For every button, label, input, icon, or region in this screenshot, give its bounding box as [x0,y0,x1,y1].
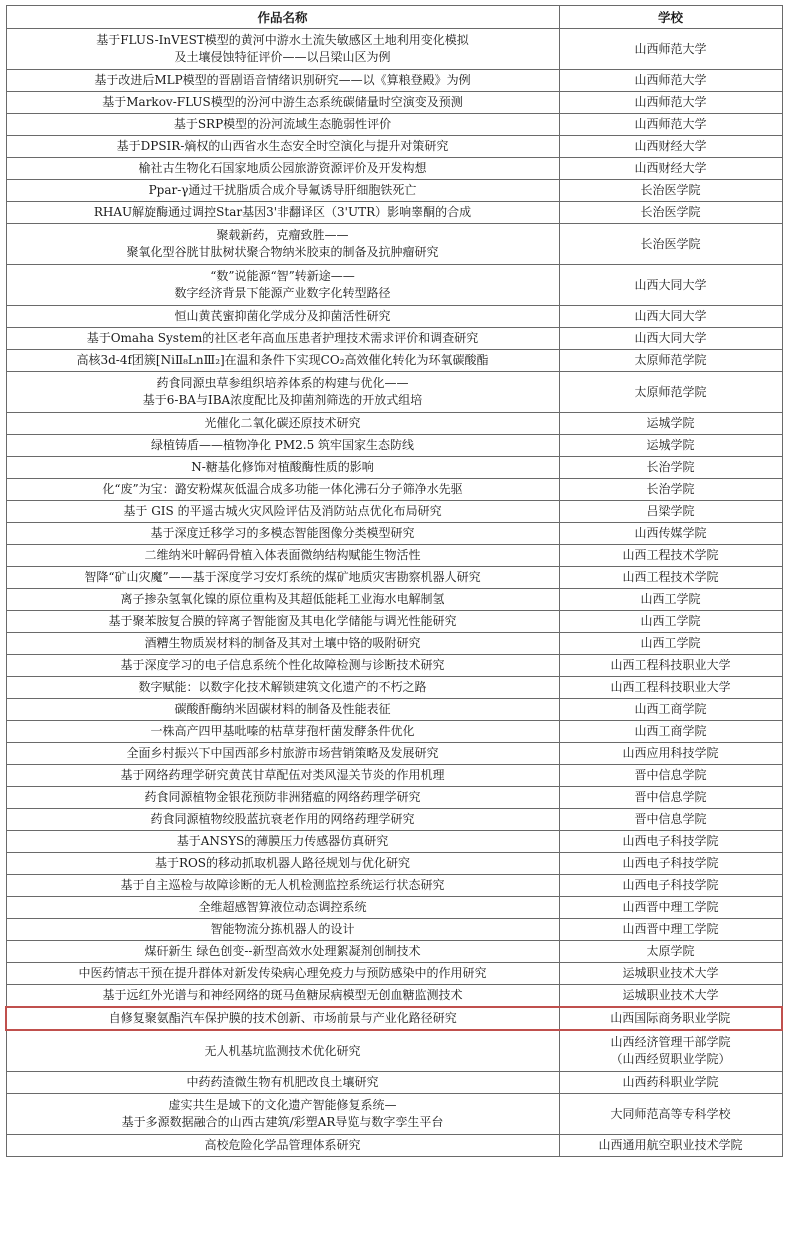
school-text: 太原师范学院 [634,384,707,399]
school-cell [559,350,782,372]
table-row [6,611,782,633]
table-row [6,158,782,180]
school-text: 大同师范高等专科学校 [610,1106,731,1121]
table-row [6,589,782,611]
work-name-text: 基于 GIS 的平遥古城火灾风险评估及消防站点优化布局研究 [123,504,442,518]
school-cell [559,29,782,70]
school-cell [559,372,782,413]
work-name-text: 药食同源虫草参组织培养体系的构建与优化—— [156,376,409,390]
work-name-text: 基于改进后MLP模型的晋剧语音情绪识别研究——以《算粮登殿》为例 [94,73,471,87]
school-text: 山西工商学院 [634,702,707,716]
table-row [6,1094,782,1135]
table-row [6,92,782,114]
school-cell [559,435,782,457]
school-text: 山西师范大学 [634,73,707,87]
work-name-text: 高核3d-4f团簇[NiⅡ₈LnⅢ₂]在温和条件下实现CO₂高效催化转化为环氧碳酸酯 [76,353,489,367]
school-cell [559,963,782,985]
work-name-text: 煤矸新生 绿色创变--新型高效水处理絮凝剂创制技术 [144,944,421,958]
work-name-cell [6,721,559,743]
table-row [6,435,782,457]
table-row [6,655,782,677]
work-name-text: 基于网络药理学研究黄芪甘草配伍对类风湿关节炎的作用机理 [120,768,445,782]
work-name-cell [6,831,559,853]
school-cell [559,501,782,523]
work-name-text: 基于FLUS-InVEST模型的黄河中游水土流失敏感区土地利用变化模拟 [96,33,469,47]
work-name-text: 智降“矿山灾魔”——基于深度学习安灯系统的煤矿地质灾害勘察机器人研究 [84,570,481,584]
work-name-text: RHAU解旋酶通过调控Star基因3'非翻译区（3'UTR）影响睾酮的合成 [93,205,472,219]
work-name-cell [6,1007,559,1030]
table-row [6,545,782,567]
work-name-cell [6,202,559,224]
school-text: 山西财经大学 [634,161,707,175]
school-text: 山西大同大学 [634,277,707,292]
school-cell [559,787,782,809]
table-row [6,787,782,809]
table-row [6,306,782,328]
school-cell [559,1094,782,1135]
school-text: 山西电子科技学院 [622,856,719,870]
school-text: 运城学院 [646,416,695,430]
table-row [6,457,782,479]
table-row [6,70,782,92]
work-name-text: 数字赋能：以数字化技术解锁建筑文化遗产的不朽之路 [138,680,427,694]
work-name-cell [6,809,559,831]
work-name-text: 基于远红外光谱与和神经网络的斑马鱼糖尿病模型无创血糖监测技术 [102,988,463,1002]
table-row [6,479,782,501]
work-name-cell [6,1030,559,1072]
column-header-school: 学校 [559,6,782,29]
work-name-cell [6,941,559,963]
school-text: （山西经贸职业学院） [610,1052,731,1066]
school-cell [559,114,782,136]
work-name-text: 基于6-BA与IBA浓度配比及抑菌剂筛选的开放式组培 [142,393,423,407]
work-name-cell [6,567,559,589]
school-text: 山西工程科技职业大学 [610,658,731,672]
work-name-cell [6,985,559,1008]
school-cell [559,875,782,897]
school-cell [559,633,782,655]
work-name-text: 药食同源植物金银花预防非洲猪瘟的网络药理学研究 [144,790,421,804]
work-name-cell [6,523,559,545]
work-name-text: 基于聚苯胺复合膜的锌离子智能窗及其电化学储能与调光性能研究 [108,614,457,628]
work-name-text: 聚载新药，克瘤致胜—— [216,228,349,242]
table-row [6,699,782,721]
school-cell [559,1072,782,1094]
table-row [6,743,782,765]
table-row [6,114,782,136]
work-name-text: Ppar-γ通过干扰脂质合成介导氟诱导肝细胞铁死亡 [148,183,417,197]
work-name-text: 基于ANSYS的薄膜压力传感器仿真研究 [176,834,389,848]
school-cell [559,158,782,180]
school-cell [559,180,782,202]
school-cell [559,136,782,158]
work-name-cell [6,897,559,919]
school-cell [559,809,782,831]
work-name-text: 基于多源数据融合的山西古建筑/彩塑AR导览与数字孪生平台 [121,1115,444,1129]
work-name-text: 全维超感智算液位动态调控系统 [198,900,367,914]
work-name-cell [6,70,559,92]
school-cell [559,457,782,479]
school-text: 山西工学院 [640,636,701,650]
work-name-text: 恒山黄芪蜜抑菌化学成分及抑菌活性研究 [174,309,391,323]
table-row [6,224,782,265]
work-name-cell [6,963,559,985]
work-name-cell [6,589,559,611]
work-name-cell [6,655,559,677]
table-row [6,721,782,743]
school-cell [559,479,782,501]
work-name-cell [6,677,559,699]
work-name-text: 绿植铸盾——植物净化 PM2.5 筑牢国家生态防线 [150,438,415,452]
table-row [6,985,782,1008]
work-name-cell [6,114,559,136]
work-name-cell [6,224,559,265]
table-row [6,29,782,70]
work-name-cell [6,853,559,875]
work-name-text: 基于ROS的移动抓取机器人路径规划与优化研究 [154,856,411,870]
school-text: 山西国际商务职业学院 [610,1011,731,1025]
work-name-text: 聚氧化型谷胱甘肽树状聚合物纳米胶束的制备及抗肿瘤研究 [126,245,439,259]
school-cell [559,831,782,853]
work-name-cell [6,158,559,180]
work-name-cell [6,180,559,202]
school-text: 太原师范学院 [634,353,707,367]
school-text: 山西工学院 [640,592,701,606]
school-cell [559,92,782,114]
work-name-cell [6,787,559,809]
work-name-text: 自修复聚氨酯汽车保护膜的技术创新、市场前景与产业化路径研究 [108,1011,457,1025]
school-text: 运城职业技术大学 [622,966,719,980]
work-name-text: 及土壤侵蚀特征评价——以吕梁山区为例 [174,50,391,64]
school-text: 山西师范大学 [634,95,707,109]
work-name-cell [6,479,559,501]
work-name-text: 智能物流分拣机器人的设计 [210,922,355,936]
school-text: 山西工程技术学院 [622,548,719,562]
school-text: 山西电子科技学院 [622,834,719,848]
table-row [6,963,782,985]
table-row [6,875,782,897]
school-text: 晋中信息学院 [634,790,707,804]
school-cell [559,1135,782,1157]
table-row [6,809,782,831]
school-text: 山西晋中理工学院 [622,900,719,914]
school-cell [559,941,782,963]
work-name-text: 数字经济背景下能源产业数字化转型路径 [174,286,391,300]
school-text: 山西经济管理干部学院 [610,1035,731,1049]
work-name-cell [6,501,559,523]
work-name-text: “数”说能源“智”转新途—— [210,269,355,283]
work-name-cell [6,350,559,372]
school-text: 山西应用科技学院 [622,746,719,760]
school-text: 太原学院 [646,944,695,958]
column-header-work-name: 作品名称 [6,6,559,29]
table-row [6,1072,782,1094]
table-row [6,633,782,655]
work-name-text: N-糖基化修饰对植酸酶性质的影响 [191,460,374,474]
work-name-text: 基于Markov-FLUS模型的汾河中游生态系统碳储量时空演变及预测 [102,95,463,109]
work-name-cell [6,29,559,70]
work-name-text: 光催化二氧化碳还原技术研究 [204,416,361,430]
work-name-cell [6,1072,559,1094]
table-row [6,853,782,875]
table-row [6,1030,782,1072]
school-text: 山西工程科技职业大学 [610,680,731,694]
work-name-cell [6,328,559,350]
school-text: 长治医学院 [640,205,701,219]
table-row [6,567,782,589]
work-name-cell [6,765,559,787]
table-row [6,413,782,435]
work-name-text: 无人机基坑监测技术优化研究 [204,1043,361,1058]
school-text: 山西大同大学 [634,331,707,345]
school-text: 晋中信息学院 [634,768,707,782]
table-row [6,180,782,202]
school-text: 长治学院 [646,460,695,474]
work-name-text: 碳酸酐酶纳米固碳材料的制备及性能表征 [174,702,391,716]
school-text: 运城职业技术大学 [622,988,719,1002]
school-cell [559,897,782,919]
work-name-cell [6,875,559,897]
table-row [6,941,782,963]
table-header-row [6,6,782,29]
school-text: 山西大同大学 [634,309,707,323]
school-cell [559,919,782,941]
school-cell [559,1007,782,1030]
school-text: 运城学院 [646,438,695,452]
table-row [6,677,782,699]
work-name-text: 基于深度学习的电子信息系统个性化故障检测与诊断技术研究 [120,658,445,672]
work-name-cell [6,306,559,328]
school-text: 山西通用航空职业技术学院 [598,1138,743,1152]
table-row [6,919,782,941]
school-cell [559,721,782,743]
work-name-text: 离子掺杂氢氧化镍的原位重构及其超低能耗工业海水电解制氢 [120,592,445,606]
school-text: 晋中信息学院 [634,812,707,826]
work-name-cell [6,372,559,413]
school-text: 吕梁学院 [646,504,695,518]
school-cell [559,224,782,265]
work-name-cell [6,265,559,306]
school-text: 山西工商学院 [634,724,707,738]
school-cell [559,611,782,633]
school-cell [559,413,782,435]
work-name-text: 虚实共生是域下的文化遗产智能修复系统— [168,1098,397,1112]
school-cell [559,589,782,611]
work-name-cell [6,1094,559,1135]
table-row [6,265,782,306]
school-cell [559,1030,782,1072]
school-cell [559,202,782,224]
work-name-cell [6,457,559,479]
school-text: 长治医学院 [640,236,701,251]
work-name-text: 基于Omaha System的社区老年高血压患者护理技术需求评价和调查研究 [86,331,479,345]
work-name-text: 二维纳米叶解码骨植入体表面微纳结构赋能生物活性 [144,548,421,562]
work-name-text: 化“废”为宝：潞安粉煤灰低温合成多功能一体化沸石分子筛净水先驱 [102,482,463,496]
table-row [6,328,782,350]
school-text: 山西财经大学 [634,139,707,153]
work-name-cell [6,743,559,765]
work-name-text: 榆社古生物化石国家地质公园旅游资源评价及开发构想 [138,161,427,175]
school-cell [559,853,782,875]
work-name-text: 高校危险化学品管理体系研究 [204,1138,361,1152]
work-name-cell [6,413,559,435]
school-text: 山西药科职业学院 [622,1075,719,1089]
table-row [6,136,782,158]
school-text: 长治医学院 [640,183,701,197]
school-cell [559,265,782,306]
school-cell [559,523,782,545]
school-cell [559,306,782,328]
school-cell [559,743,782,765]
work-name-cell [6,633,559,655]
work-name-text: 酒糟生物质炭材料的制备及其对土壤中铬的吸附研究 [144,636,421,650]
school-cell [559,70,782,92]
table-row [6,897,782,919]
school-text: 山西晋中理工学院 [622,922,719,936]
school-cell [559,677,782,699]
school-text: 山西师范大学 [634,41,707,56]
work-name-cell [6,92,559,114]
school-text: 山西师范大学 [634,117,707,131]
table-row [6,523,782,545]
school-cell [559,655,782,677]
work-name-text: 基于深度迁移学习的多模态智能图像分类模型研究 [150,526,415,540]
school-text: 山西工程技术学院 [622,570,719,584]
work-name-text: 基于SRP模型的汾河流域生态脆弱性评价 [173,117,392,131]
work-name-text: 基于DPSIR-熵权的山西省水生态安全时空演化与提升对策研究 [116,139,449,153]
work-name-text: 基于自主巡检与故障诊断的无人机检测监控系统运行状态研究 [120,878,445,892]
work-name-cell [6,136,559,158]
work-name-cell [6,435,559,457]
school-text: 山西传媒学院 [634,526,707,540]
school-text: 长治学院 [646,482,695,496]
school-cell [559,545,782,567]
work-name-text: 一株高产四甲基吡嗪的枯草芽孢杆菌发酵条件优化 [150,724,415,738]
awards-table [5,5,783,1157]
work-name-text: 中医药情志干预在提升群体对新发传染病心理免疫力与预防感染中的作用研究 [78,966,487,980]
table-row [6,1007,782,1030]
work-name-text: 中药药渣微生物有机肥改良土壤研究 [186,1075,379,1089]
work-name-text: 药食同源植物绞股蓝抗衰老作用的网络药理学研究 [150,812,415,826]
table-row [6,1135,782,1157]
table-row [6,501,782,523]
school-text: 山西工学院 [640,614,701,628]
work-name-cell [6,611,559,633]
table-row [6,831,782,853]
school-cell [559,765,782,787]
table-row [6,372,782,413]
table-row [6,350,782,372]
work-name-text: 全面乡村振兴下中国西部乡村旅游市场营销策略及发展研究 [126,746,439,760]
school-cell [559,985,782,1008]
work-name-cell [6,699,559,721]
school-text: 山西电子科技学院 [622,878,719,892]
table-row [6,765,782,787]
work-name-cell [6,545,559,567]
school-cell [559,699,782,721]
table-row [6,202,782,224]
school-cell [559,328,782,350]
work-name-cell [6,1135,559,1157]
school-cell [559,567,782,589]
work-name-cell [6,919,559,941]
